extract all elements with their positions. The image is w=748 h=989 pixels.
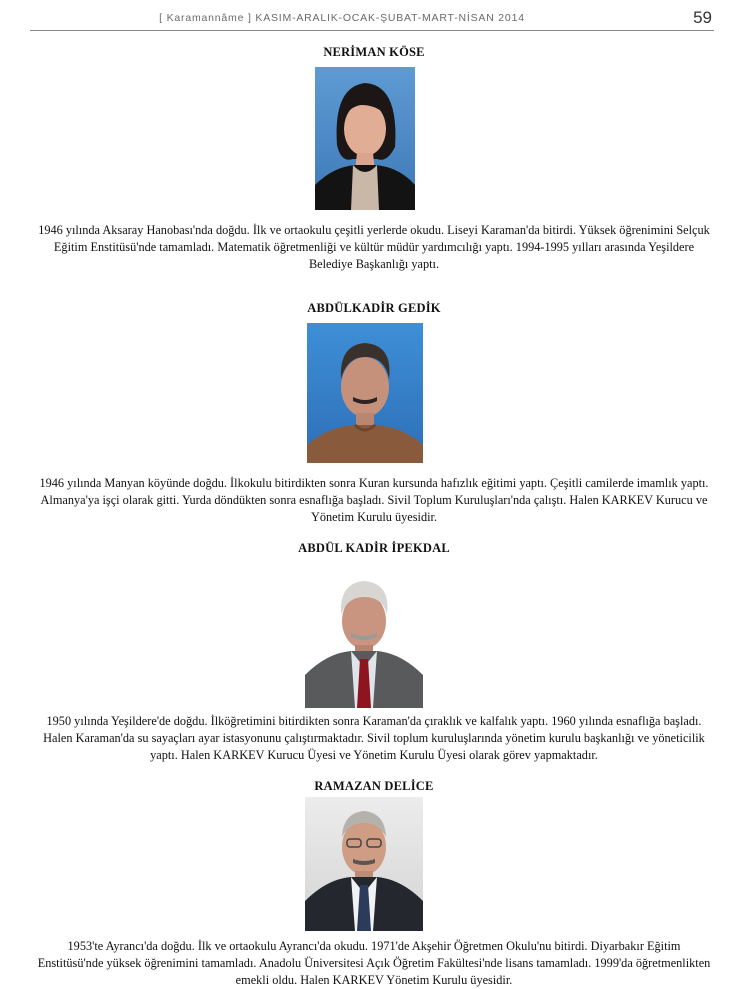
- running-header: [30, 8, 714, 31]
- person-name: RAMAZAN DELİCE: [314, 779, 434, 793]
- person-name: NERİMAN KÖSE: [323, 45, 425, 59]
- portrait-photo: [305, 567, 423, 708]
- person-bio: 1950 yılında Yeşildere'de doğdu. İlköğretimini bitirdikten sonra Karaman'da çıraklık ve kalfalık yaptı. 1960 yılında esnaflığa başladı. Halen Karaman'da su sayaçları ayar istasyonunu çalıştırmaktadır. Sivil toplum kuruluşlarında yönetim kurulu başkanlığı ve yöneticilik yaptı. Halen KARKEV Kurucu Üyesi ve Yönetim Kurulu Üyesi olarak görev yapmaktadır.: [43, 714, 705, 762]
- page-number: 59: [693, 8, 712, 27]
- portrait-photo: [305, 797, 423, 931]
- person-name: ABDÜL KADİR İPEKDAL: [298, 541, 450, 555]
- person-bio: 1946 yılında Manyan köyünde doğdu. İlkokulu bitirdikten sonra Kuran kursunda hafızlık eğitimi yaptı. Çeşitli camilerde imamlık yaptı. Almanya'ya işçi olarak gitti. Yurda döndükten sonra esnaflığa başladı. Sivil Toplum Kuruluşları'nda çalıştı. Halen KARKEV Kurucu ve Yönetim Kurulu üyesidir.: [39, 476, 709, 524]
- person-name: ABDÜLKADİR GEDİK: [307, 301, 441, 315]
- portrait-photo: [315, 67, 415, 210]
- portrait-photo: [307, 323, 423, 463]
- running-title: [ Karamannâme ] KASIM-ARALIK-OCAK-ŞUBAT-MART-NİSAN 2014: [159, 12, 525, 24]
- person-bio: 1946 yılında Aksaray Hanobası'nda doğdu. İlk ve ortaokulu çeşitli yerlerde okudu. Liseyi Karaman'da bitirdi. Yüksek öğrenimini Selçuk Eğitim Enstitüsü'nde tamamladı. Matematik öğretmenliği ve kültür müdür yardımcılığı yaptı. 1994-1995 yılları arasında Yeşildere Belediye Başkanlığı yaptı.: [38, 223, 710, 271]
- person-bio: 1953'te Ayrancı'da doğdu. İlk ve ortaokulu Ayrancı'da okudu. 1971'de Akşehir Öğretmen Okulu'nu bitirdi. Diyarbakır Eğitim Enstitüsü'nde yüksek öğrenimini tamamladı. Anadolu Üniversitesi Açık Öğretim Fakültesi'nde lisans tamamladı. 1999'da öğretmenlikten emekli oldu. Halen KARKEV Yönetim Kurulu üyesidir.: [37, 939, 711, 987]
